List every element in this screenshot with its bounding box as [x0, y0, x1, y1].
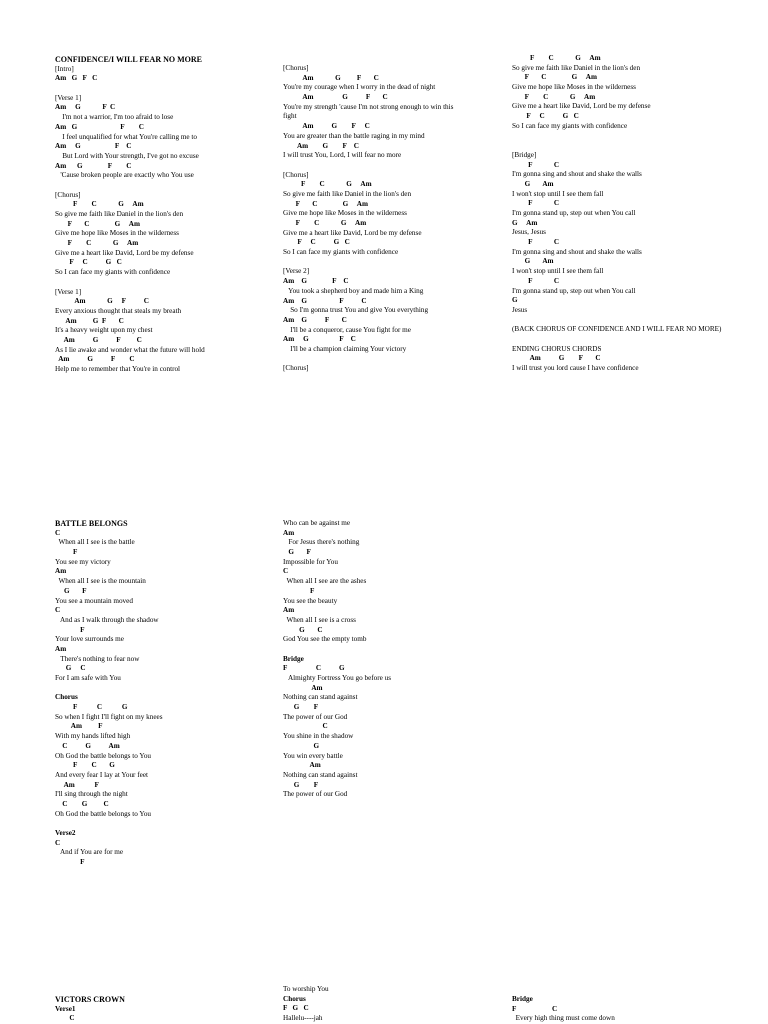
lyric-line: ENDING CHORUS CHORDS — [512, 344, 602, 353]
chord-line: Am G F C — [283, 296, 367, 305]
spacer — [512, 141, 738, 151]
lyric-line: Give me a heart like David, Lord be my defense — [283, 228, 422, 237]
song-column — [283, 985, 509, 1024]
lyric-line: 'Cause broken people are exactly who You use — [55, 171, 194, 180]
spacer — [512, 316, 738, 326]
song-column — [283, 64, 509, 374]
chord-line: Chorus — [55, 693, 78, 702]
lyric-line: For Jesus there's nothing — [283, 538, 360, 547]
lyric-line: Oh God the battle belongs to You — [55, 809, 152, 818]
lyric-line: When all I see is the mountain — [55, 577, 146, 586]
spacer — [55, 819, 281, 829]
lyric-line: I feel unqualified for what You're calling me to — [55, 132, 198, 141]
chord-line: F C G Am — [55, 219, 140, 228]
chord-line: Am — [283, 606, 295, 615]
chord-line: Am G F C — [55, 316, 124, 325]
chord-line: Bridge — [283, 654, 304, 663]
song-column — [55, 55, 281, 375]
chord-line: C — [55, 1014, 75, 1023]
lyric-line: As I lie awake and wonder what the future will hold — [55, 345, 205, 354]
lyric-line: So I'm gonna trust You and give You everything — [283, 306, 429, 315]
spacer — [55, 84, 281, 94]
lyric-line: [Bridge] — [512, 150, 537, 159]
lyric-line: I'll be a conqueror, cause You fight for me — [283, 325, 411, 334]
chord-line: G — [512, 296, 518, 305]
lyric-line: So I can face my giants with confidence — [55, 268, 171, 277]
lyric-line: I will trust you lord cause I have confidence — [512, 364, 639, 373]
chord-line: C — [55, 606, 61, 615]
spacer — [55, 278, 281, 288]
spacer — [55, 181, 281, 191]
song-title: BATTLE BELONGS — [55, 519, 128, 528]
lyric-line: [Verse 1] — [55, 93, 82, 102]
lyric-line: Hallelu----jah — [283, 1014, 323, 1023]
lyric-line: Give me a heart like David, Lord be my defense — [55, 248, 194, 257]
lyric-line: You took a shepherd boy and made him a King — [283, 286, 424, 295]
chord-line: Am G F C — [283, 73, 379, 82]
chord-line: G C — [55, 664, 86, 673]
lyric-line: God You see the empty tomb — [283, 635, 367, 644]
lyric-line: For I am safe with You — [55, 674, 121, 682]
chord-line: Chorus — [283, 994, 306, 1003]
chord-line: F C G Am — [283, 219, 367, 227]
chord-line: G C — [283, 625, 323, 634]
lyric-line: So when I fight I'll fight on my knees — [55, 712, 163, 721]
lyric-line: You see a mountain moved — [55, 596, 133, 605]
lyric-line: You see my victory — [55, 557, 111, 566]
chord-line: F C — [512, 160, 560, 169]
chord-line: F C — [512, 1004, 558, 1013]
chord-line: C G C — [55, 799, 109, 808]
lyric-line: But Lord with Your strength, I've got no excuse — [55, 151, 199, 160]
lyric-line: Jesus, Jesus — [512, 228, 546, 237]
lyric-line: It's a heavy weight upon my chest — [55, 326, 153, 335]
lyric-line: Every anxious thought that steals my breath — [55, 306, 182, 315]
song-title: VICTORS CROWN — [55, 995, 125, 1004]
lyric-line: Give me hope like Moses in the wilderness — [283, 209, 407, 218]
lyric-line: So I can face my giants with confidence — [512, 121, 628, 130]
chord-line: Am G F C — [283, 141, 359, 150]
lyric-line: I will trust You, Lord, I will fear no more — [283, 151, 402, 160]
spacer — [512, 132, 738, 142]
spacer — [283, 161, 509, 171]
chord-line: F — [55, 625, 85, 634]
lyric-line: To worship You — [283, 985, 329, 993]
chord-line: F C G C — [283, 238, 350, 247]
lyric-line: I'm not a warrior, I'm too afraid to lose — [55, 113, 174, 122]
lyric-line: You're my courage when I worry in the dead of night — [283, 83, 436, 92]
lyric-line: Oh God the battle belongs to You — [55, 751, 152, 760]
chord-line: Am G F C — [55, 142, 132, 151]
lyric-line: Help me to remember that You're in control — [55, 365, 181, 373]
song-column — [283, 519, 509, 800]
chord-line: Am — [283, 683, 323, 692]
chord-line: Am G F C — [55, 297, 149, 306]
lyric-line: Give me hope like Moses in the wilderness — [55, 229, 179, 238]
chord-line: Am G F C — [283, 93, 388, 102]
chord-line: C G Am — [55, 741, 120, 750]
chord-line: F C G Am — [55, 200, 144, 209]
chord-line: F C — [512, 238, 560, 247]
chord-line: F — [55, 858, 85, 867]
chord-line: G Am — [512, 257, 554, 266]
lyric-line: Jesus — [512, 305, 528, 314]
chord-line: G F — [283, 548, 311, 557]
lyric-line: Every high thing must come down — [512, 1014, 615, 1023]
chord-line: F C G Am — [55, 239, 139, 248]
chord-line: Am G F C — [283, 315, 347, 324]
chord-line: Am G F C — [512, 354, 601, 363]
lyric-line: Give me a heart like David, Lord be my defense — [512, 102, 651, 111]
chord-line: F C G Am — [512, 92, 596, 101]
chord-line: G Am — [512, 218, 538, 227]
chord-line: F C G C — [55, 258, 122, 267]
lyric-line: I won't stop until I see them fall — [512, 189, 604, 198]
chord-line: Am G F C — [283, 335, 356, 344]
lyric-line: (BACK CHORUS OF CONFIDENCE AND I WILL FEAR NO MORE) — [512, 325, 722, 334]
chord-line: G F — [55, 586, 87, 595]
chord-line: F C G — [55, 703, 128, 712]
song-column — [512, 54, 738, 374]
chord-line: F G C — [283, 1004, 309, 1013]
chord-line: C — [55, 838, 61, 847]
song-column — [55, 995, 281, 1024]
chord-line: Am — [55, 567, 67, 576]
lyric-line: I'll be a champion claiming Your victory — [283, 344, 407, 353]
chord-line: Verse1 — [55, 1004, 76, 1013]
chord-line: Am G F C — [283, 277, 349, 286]
chord-line: F C G — [283, 664, 345, 673]
chord-line: Am G F C — [55, 335, 142, 344]
spacer — [283, 645, 509, 655]
spacer — [283, 355, 509, 365]
lyric-line: You're my strength 'cause I'm not strong enough to win this — [283, 102, 454, 111]
chord-line: F C — [512, 276, 560, 285]
lyric-line: I'll sing through the night — [55, 790, 128, 799]
lyric-line: When all I see is a cross — [283, 615, 356, 624]
spacer — [55, 684, 281, 694]
chord-line: G F — [283, 780, 319, 789]
chord-line: F C — [512, 199, 560, 208]
chord-line: Am — [283, 528, 295, 537]
chord-line: F C G Am — [283, 199, 368, 208]
lyric-line: The power of our God — [283, 790, 348, 799]
lyric-line: Almighty Fortress You go before us — [283, 674, 392, 682]
lyric-line: I won't stop until I see them fall — [512, 267, 604, 276]
lyric-line: You see the beauty — [283, 596, 338, 605]
chord-line: Verse2 — [55, 829, 76, 837]
lyric-line: fight — [283, 112, 297, 121]
song-column — [55, 519, 281, 868]
chord-line: Am — [283, 761, 321, 770]
lyric-line: Impossible for You — [283, 557, 338, 566]
lyric-line: And if You are for me — [55, 848, 124, 857]
chord-line: Am F — [55, 722, 103, 731]
chord-line: F — [283, 586, 315, 595]
chord-line: Am G F C — [55, 161, 132, 170]
chord-line: Am F — [55, 780, 99, 789]
lyric-line: So I can face my giants with confidence — [283, 248, 399, 257]
lyric-line: Your love surrounds me — [55, 635, 124, 644]
chord-line: G Am — [512, 179, 554, 188]
lyric-line: Give me hope like Moses in the wilderness — [512, 83, 636, 92]
lyric-line: There's nothing to fear now — [55, 654, 140, 663]
lyric-line: And every fear I lay at Your feet — [55, 770, 149, 779]
lyric-line: Who can be against me — [283, 519, 351, 527]
lyric-line: [Verse 1] — [55, 287, 82, 296]
chord-line: F C G — [55, 761, 115, 770]
lyric-line: I'm gonna sing and shout and shake the walls — [512, 247, 642, 256]
chord-line: Am G F C — [55, 355, 135, 364]
lyric-line: When all I see are the ashes — [283, 577, 367, 586]
chord-line: Am — [55, 644, 67, 653]
lyric-line: You shine in the shadow — [283, 732, 354, 741]
chord-line: G F — [283, 703, 319, 712]
song-column — [512, 995, 738, 1024]
chord-line: Am G F C — [55, 103, 116, 112]
lyric-line: [Chorus] — [283, 170, 309, 179]
lyric-line: And as I walk through the shadow — [55, 615, 159, 624]
chord-line: Bridge — [512, 995, 533, 1003]
lyric-line: I'm gonna stand up, step out when You call — [512, 286, 636, 295]
lyric-line: You win every battle — [283, 751, 343, 760]
lyric-line: [Chorus] — [55, 190, 81, 199]
chord-line: G — [283, 741, 320, 750]
chord-line: C — [283, 722, 328, 731]
lyric-line: You are greater than the battle raging in my mind — [283, 131, 425, 140]
chord-line: Am G F C — [55, 74, 98, 83]
chord-line: Am G F C — [283, 122, 370, 131]
chord-line: C — [283, 567, 289, 576]
lyric-line: So give me faith like Daniel in the lion's den — [55, 210, 184, 218]
lyric-line: So give me faith like Daniel in the lion's den — [512, 63, 641, 72]
spacer — [283, 258, 509, 268]
lyric-line: Nothing can stand against — [283, 770, 358, 779]
chord-line: Am G F C — [55, 122, 144, 131]
chord-line: F C G Am — [512, 73, 597, 82]
lyric-line: [Intro] — [55, 64, 74, 73]
lyric-line: [Chorus] — [283, 364, 309, 373]
lyric-line: [Chorus] — [283, 64, 309, 72]
chord-line: F C G Am — [512, 54, 601, 62]
song-title: CONFIDENCE/I WILL FEAR NO MORE — [55, 55, 202, 64]
lyric-line: The power of our God — [283, 712, 348, 721]
lyric-line: Nothing can stand against — [283, 693, 358, 702]
lyric-line: With my hands lifted high — [55, 732, 131, 741]
chord-line: F C G C — [512, 112, 579, 121]
lyric-line: I'm gonna sing and shout and shake the walls — [512, 170, 642, 179]
spacer — [512, 335, 738, 345]
chord-line: C — [55, 528, 61, 537]
lyric-line: [Verse 2] — [283, 267, 310, 276]
lyric-line: When all I see is the battle — [55, 538, 135, 547]
lyric-line: I'm gonna stand up, step out when You call — [512, 209, 636, 217]
lyric-line: So give me faith like Daniel in the lion's den — [283, 189, 412, 198]
chord-line: F — [55, 548, 78, 557]
chord-line: F C G Am — [283, 180, 372, 189]
